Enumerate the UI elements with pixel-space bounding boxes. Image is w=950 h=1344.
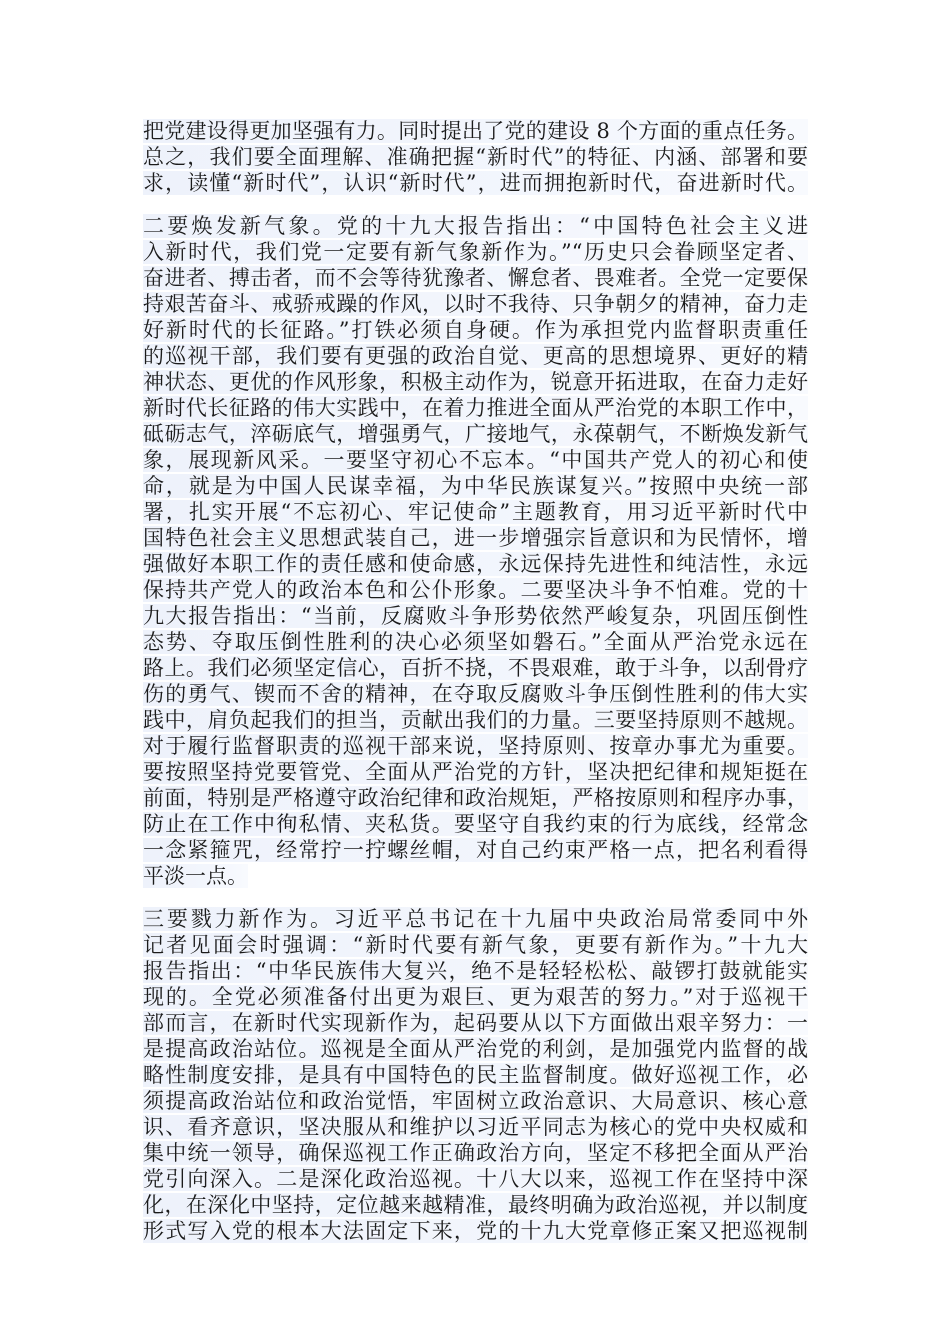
paragraph-1 bbox=[143, 118, 808, 196]
text-line-content: 持艰苦奋斗、戒骄戒躁的作风，以时不我待、只争朝夕的精神，奋力走 bbox=[143, 292, 808, 316]
text-line-content: 防止在工作中徇私情、夹私货。要坚守自我约束的行为底线，经常念 bbox=[143, 812, 808, 836]
paragraph-2 bbox=[143, 213, 808, 889]
text-line bbox=[143, 499, 808, 525]
text-line bbox=[143, 170, 808, 196]
text-line-content: 路上。我们必须坚定信心，百折不挠，不畏艰难，敢于斗争，以刮骨疗 bbox=[143, 656, 808, 680]
text-line-content: 态势、夺取压倒性胜利的决心必须坚如磐石。”全面从严治党永远在 bbox=[143, 630, 808, 654]
text-line-content: 一念紧箍咒，经常拧一拧螺丝帽，对自己约束严格一点，把名利看得 bbox=[143, 838, 808, 862]
text-line-content: 党引向深入。二是深化政治巡视。十八大以来，巡视工作在坚持中深 bbox=[143, 1167, 808, 1191]
text-line bbox=[143, 932, 808, 958]
text-line bbox=[143, 629, 808, 655]
text-line-content: 报告指出：“中华民族伟大复兴，绝不是轻轻松松、敲锣打鼓就能实 bbox=[143, 959, 808, 983]
text-line bbox=[143, 984, 808, 1010]
text-line bbox=[143, 759, 808, 785]
text-line bbox=[143, 473, 808, 499]
text-line-content: 伤的勇气、锲而不舍的精神，在夺取反腐败斗争压倒性胜利的伟大实 bbox=[143, 682, 808, 706]
text-line bbox=[143, 1192, 808, 1218]
text-line bbox=[143, 421, 808, 447]
text-line-content: 神状态、更优的作风形象，积极主动作为，锐意开拓进取，在奋力走好 bbox=[143, 370, 808, 394]
text-line bbox=[143, 144, 808, 170]
text-line-content: 部而言，在新时代实现新作为，起码要从以下方面做出艰辛努力：一 bbox=[143, 1011, 808, 1035]
text-line-content: 命，就是为中国人民谋幸福，为中华民族谋复兴。”按照中央统一部 bbox=[143, 474, 808, 498]
text-line bbox=[143, 265, 808, 291]
text-line-content: 化，在深化中坚持，定位越来越精准，最终明确为政治巡视，并以制度 bbox=[143, 1193, 808, 1217]
text-line-content: 记者见面会时强调：“新时代要有新气象，更要有新作为。”十九大 bbox=[143, 933, 808, 957]
text-line-content: 新时代长征路的伟大实践中，在着力推进全面从严治党的本职工作中， bbox=[143, 396, 808, 420]
text-line bbox=[143, 1218, 808, 1244]
text-line bbox=[143, 1088, 808, 1114]
text-line bbox=[143, 785, 808, 811]
text-line-content: 对于履行监督职责的巡视干部来说，坚持原则、按章办事尤为重要。 bbox=[143, 734, 808, 758]
text-line bbox=[143, 343, 808, 369]
text-line bbox=[143, 655, 808, 681]
text-line bbox=[143, 1062, 808, 1088]
text-line bbox=[143, 1010, 808, 1036]
text-line bbox=[143, 733, 808, 759]
text-line bbox=[143, 1036, 808, 1062]
text-line bbox=[143, 811, 808, 837]
text-line bbox=[143, 577, 808, 603]
text-line-content: 象，展现新风采。一要坚守初心不忘本。“中国共产党人的初心和使 bbox=[143, 448, 808, 472]
text-line-content: 要按照坚持党要管党、全面从严治党的方针，坚决把纪律和规矩挺在 bbox=[143, 760, 808, 784]
text-line bbox=[143, 958, 808, 984]
text-line bbox=[143, 118, 808, 144]
text-line bbox=[143, 395, 808, 421]
text-line-content: 九大报告指出：“当前，反腐败斗争形势依然严峻复杂，巩固压倒性 bbox=[143, 604, 808, 628]
text-line-content: 现的。全党必须准备付出更为艰巨、更为艰苦的努力。”对于巡视干 bbox=[143, 985, 808, 1009]
text-line-content: 把党建设得更加坚强有力。同时提出了党的建设 8 个方面的重点任务。 bbox=[143, 119, 808, 143]
text-line-content: 三要戮力新作为。习近平总书记在十九届中央政治局常委同中外 bbox=[143, 907, 808, 931]
text-line-content: 略性制度安排，是具有中国特色的民主监督制度。做好巡视工作，必 bbox=[143, 1063, 808, 1087]
text-line bbox=[143, 863, 808, 889]
text-line-content: 署，扎实开展“不忘初心、牢记使命”主题教育，用习近平新时代中 bbox=[143, 500, 808, 524]
text-line-content: 形式写入党的根本大法固定下来，党的十九大党章修正案又把巡视制 bbox=[143, 1219, 808, 1243]
text-line-content: 前面，特别是严格遵守政治纪律和政治规矩，严格按原则和程序办事， bbox=[143, 786, 808, 810]
text-line-content: 好新时代的长征路。”打铁必须自身硬。作为承担党内监督职责重任 bbox=[143, 318, 808, 342]
text-line bbox=[143, 291, 808, 317]
paragraph-gap bbox=[143, 889, 808, 906]
text-line-content: 集中统一领导，确保巡视工作正确政治方向，坚定不移把全面从严治 bbox=[143, 1141, 808, 1165]
text-line bbox=[143, 317, 808, 343]
text-line-content: 入新时代，我们党一定要有新气象新作为。”“历史只会眷顾坚定者、 bbox=[143, 240, 808, 264]
text-line-content: 奋进者、搏击者，而不会等待犹豫者、懈怠者、畏难者。全党一定要保 bbox=[143, 266, 808, 290]
text-line bbox=[143, 707, 808, 733]
text-line bbox=[143, 681, 808, 707]
text-line bbox=[143, 551, 808, 577]
document-page bbox=[143, 118, 808, 1244]
text-line bbox=[143, 447, 808, 473]
text-line-content: 的巡视干部，我们要有更强的政治自觉、更高的思想境界、更好的精 bbox=[143, 344, 808, 368]
text-line-content: 须提高政治站位和政治觉悟，牢固树立政治意识、大局意识、核心意 bbox=[143, 1089, 808, 1113]
text-line-content: 砥砺志气，淬砺底气，增强勇气，广接地气，永葆朝气，不断焕发新气 bbox=[143, 422, 808, 446]
paragraph-gap bbox=[143, 196, 808, 213]
text-line bbox=[143, 837, 808, 863]
text-line bbox=[143, 603, 808, 629]
text-line-content: 求，读懂“新时代”，认识“新时代”，进而拥抱新时代，奋进新时代。 bbox=[143, 171, 808, 195]
text-line-content: 践中，肩负起我们的担当，贡献出我们的力量。三要坚持原则不越规。 bbox=[143, 708, 808, 732]
text-line-content: 总之，我们要全面理解、准确把握“新时代”的特征、内涵、部署和要 bbox=[143, 145, 808, 169]
text-line bbox=[143, 906, 808, 932]
text-line bbox=[143, 525, 808, 551]
text-line-content: 识、看齐意识，坚决服从和维护以习近平同志为核心的党中央权威和 bbox=[143, 1115, 808, 1139]
text-line-content: 二要焕发新气象。党的十九大报告指出：“中国特色社会主义进 bbox=[143, 214, 808, 238]
text-line-content: 是提高政治站位。巡视是全面从严治党的利剑，是加强党内监督的战 bbox=[143, 1037, 808, 1061]
text-line-content: 保持共产党人的政治本色和公仆形象。二要坚决斗争不怕难。党的十 bbox=[143, 578, 808, 602]
paragraph-3 bbox=[143, 906, 808, 1244]
text-line-content: 平淡一点。 bbox=[143, 864, 248, 888]
text-line bbox=[143, 213, 808, 239]
text-line bbox=[143, 239, 808, 265]
text-line-content: 强做好本职工作的责任感和使命感，永远保持先进性和纯洁性，永远 bbox=[143, 552, 808, 576]
text-line-content: 国特色社会主义思想武装自己，进一步增强宗旨意识和为民情怀，增 bbox=[143, 526, 808, 550]
text-line bbox=[143, 369, 808, 395]
text-line bbox=[143, 1114, 808, 1140]
text-line bbox=[143, 1166, 808, 1192]
text-line bbox=[143, 1140, 808, 1166]
